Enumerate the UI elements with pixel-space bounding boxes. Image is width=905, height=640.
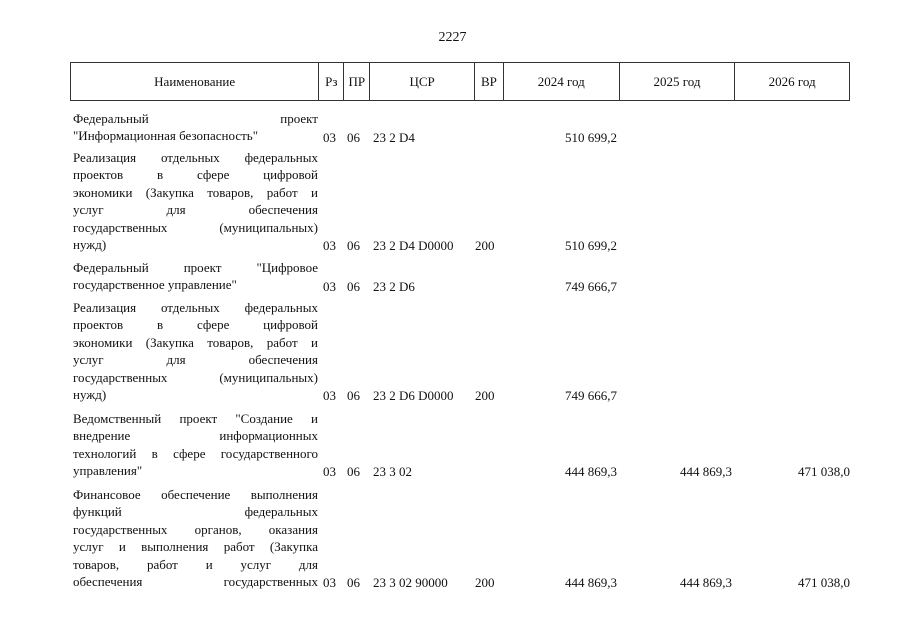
cell-2024: 749 666,7	[565, 278, 617, 294]
row-name-line: функций федеральных	[73, 504, 318, 520]
row-name-line: Ведомственный проект "Создание и	[73, 411, 318, 426]
cell-csr: 23 3 02	[373, 463, 412, 479]
row-name-line: товаров, работ и услуг для	[73, 556, 318, 572]
row-name-line: нужд)	[73, 386, 107, 402]
cell-csr: 23 2 D4	[373, 129, 415, 145]
cell-2024: 749 666,7	[565, 387, 617, 403]
cell-2025: 444 869,3	[680, 463, 732, 479]
cell-2024: 510 699,2	[565, 129, 617, 145]
header-pr: ПР	[344, 63, 370, 100]
cell-pr: 06	[347, 463, 360, 479]
row-name-line: "Информационная безопасность"	[73, 128, 259, 144]
table-row	[70, 486, 850, 591]
cell-2024: 444 869,3	[565, 463, 617, 479]
cell-2025: 444 869,3	[680, 574, 732, 590]
row-name-line: услуг и выполнения работ (Закупка	[73, 539, 318, 555]
row-name	[73, 259, 318, 294]
row-name-line: Финансовое обеспечение выполнения	[73, 487, 318, 502]
row-name-line: обеспечения государственных	[73, 573, 318, 589]
header-2024: 2024 год	[504, 63, 620, 100]
cell-rz: 03	[323, 278, 336, 294]
header-2025: 2025 год	[620, 63, 736, 100]
cell-csr: 23 2 D4 D0000	[373, 237, 454, 253]
row-name-line: нужд)	[73, 236, 107, 252]
row-name-line: государственных органов, оказания	[73, 521, 318, 537]
row-name-line: управления"	[73, 463, 143, 479]
page-number: 2227	[438, 30, 467, 45]
cell-rz: 03	[323, 387, 336, 403]
row-name-line: услуг для обеспечения	[73, 352, 318, 368]
cell-pr: 06	[347, 574, 360, 590]
cell-pr: 06	[347, 278, 360, 294]
row-name-line: услуг для обеспечения	[73, 202, 318, 218]
table-row	[70, 299, 850, 404]
header-name: Наименование	[71, 63, 319, 100]
table-row	[70, 410, 850, 480]
table-header	[70, 62, 850, 101]
cell-rz: 03	[323, 574, 336, 590]
cell-2026: 471 038,0	[798, 574, 850, 590]
header-2026: 2026 год	[768, 73, 816, 89]
header-vr: ВР	[475, 63, 504, 100]
row-name-line: Реализация отдельных федеральных	[73, 150, 318, 165]
row-name-line: Реализация отдельных федеральных	[73, 300, 318, 315]
row-name	[73, 486, 318, 590]
header-rz: Рз	[319, 63, 344, 100]
cell-2024: 510 699,2	[565, 237, 617, 253]
cell-csr: 23 2 D6	[373, 278, 415, 294]
cell-2024: 444 869,3	[565, 574, 617, 590]
cell-vr: 200	[475, 387, 495, 403]
cell-rz: 03	[323, 237, 336, 253]
row-name	[73, 110, 318, 145]
row-name	[73, 410, 318, 480]
row-name-line: экономики (Закупка товаров, работ и	[73, 184, 318, 200]
row-name-line: государственное управление"	[73, 277, 237, 293]
row-name-line: технологий в сфере государственного	[73, 445, 318, 461]
row-name-line: экономики (Закупка товаров, работ и	[73, 334, 318, 350]
table-row	[70, 110, 850, 146]
header-csr: ЦСР	[370, 63, 475, 100]
row-name-line: государственных (муниципальных)	[73, 369, 318, 385]
row-name-line: государственных (муниципальных)	[73, 219, 318, 235]
row-name-line: Федеральный проект	[73, 111, 318, 126]
cell-2026: 471 038,0	[798, 463, 850, 479]
cell-rz: 03	[323, 129, 336, 145]
cell-vr: 200	[475, 574, 495, 590]
row-name-line: проектов в сфере цифровой	[73, 167, 318, 183]
cell-vr: 200	[475, 237, 495, 253]
row-name-line: проектов в сфере цифровой	[73, 317, 318, 333]
cell-pr: 06	[347, 387, 360, 403]
cell-pr: 06	[347, 237, 360, 253]
table-row	[70, 149, 850, 254]
cell-csr: 23 2 D6 D0000	[373, 387, 454, 403]
row-name-line: внедрение информационных	[73, 428, 318, 444]
cell-rz: 03	[323, 463, 336, 479]
cell-csr: 23 3 02 90000	[373, 574, 448, 590]
cell-pr: 06	[347, 129, 360, 145]
row-name	[73, 149, 318, 253]
table-row	[70, 259, 850, 295]
row-name	[73, 299, 318, 403]
row-name-line: Федеральный проект "Цифровое	[73, 260, 318, 275]
